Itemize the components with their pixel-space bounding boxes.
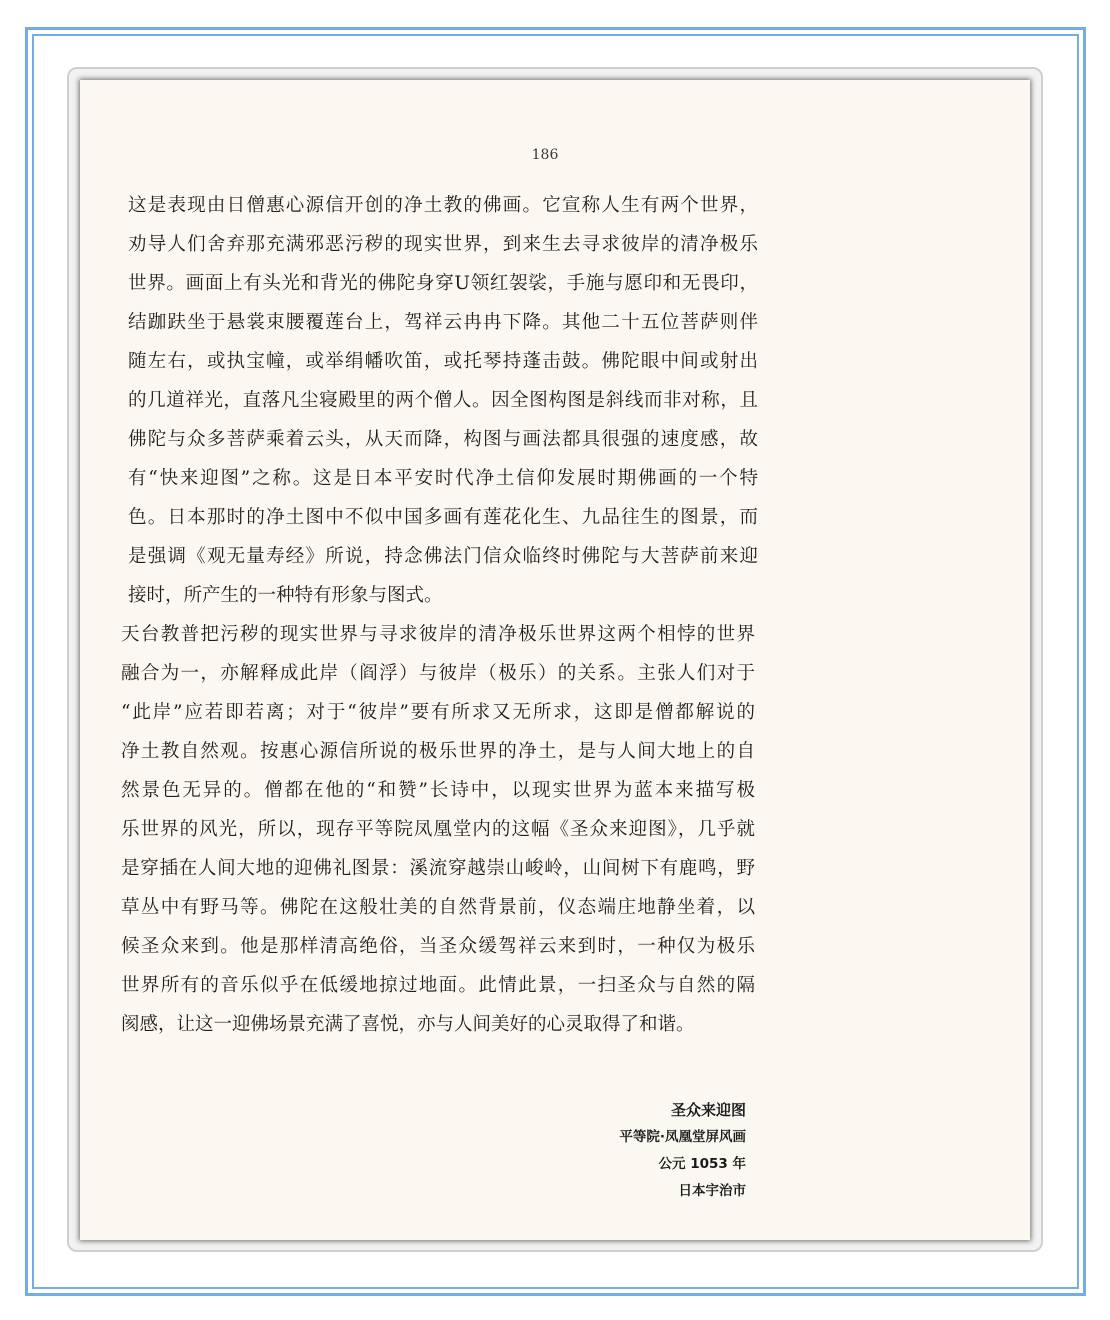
text-line: 是穿插在人间大地的迎佛礼图景：溪流穿越崇山峻岭，山间树下有鹿鸣，野 [121, 858, 755, 879]
text-line: 天台教普把污秽的现实世界与寻求彼岸的清净极乐世界这两个相悖的世界 [121, 624, 755, 645]
text-line: 的几道祥光，直落凡尘寝殿里的两个僧人。因全图构图是斜线而非对称，且 [128, 390, 758, 411]
artwork-caption [619, 1097, 746, 1205]
text-line: 接时，所产生的一种特有形象与图式。 [128, 585, 443, 606]
caption-title: 圣众来迎图 [670, 1101, 746, 1119]
text-line: 然景色无异的。僧都在他的“和赞”长诗中，以现实世界为蓝本来描写极 [121, 780, 755, 801]
text-line: 阂感，让这一迎佛场景充满了喜悦，亦与人间美好的心灵取得了和谐。 [121, 1014, 695, 1035]
text-line: 融合为一，亦解释成此岸（阎浮）与彼岸（极乐）的关系。主张人们对于 [121, 663, 755, 684]
text-line: 劝导人们舍弃那充满邪恶污秽的现实世界，到来生去寻求彼岸的清净极乐 [128, 234, 758, 255]
text-line: 是强调《观无量寿经》所说，持念佛法门信众临终时佛陀与大菩萨前来迎 [128, 546, 758, 567]
text-line: 这是表现由日僧惠心源信开创的净土教的佛画。它宣称人生有两个世界， [128, 195, 758, 216]
text-line: 色。日本那时的净土图中不似中国多画有莲花化生、九品往生的图景，而 [128, 507, 758, 528]
paragraph-1 [128, 186, 758, 615]
page-number: 186 [531, 147, 559, 163]
text-line: “此岸”应若即若离；对于“彼岸”要有所求又无所求，这即是僧都解说的 [121, 702, 755, 723]
caption-source: 平等院·凤凰堂屏风画 [619, 1129, 746, 1145]
text-line: 随左右，或执宝幢，或举绢幡吹笛，或托琴持蓬击鼓。佛陀眼中间或射出 [128, 351, 758, 372]
caption-date: 公元 1053 年 [658, 1156, 746, 1172]
text-line: 世界。画面上有头光和背光的佛陀身穿U领红袈裟，手施与愿印和无畏印， [128, 273, 758, 294]
text-line: 结跏趺坐于悬裳束腰覆莲台上，驾祥云冉冉下降。其他二十五位菩萨则伴 [128, 312, 758, 333]
text-line: 草丛中有野马等。佛陀在这般壮美的自然背景前，仪态端庄地静坐着，以 [121, 897, 755, 918]
text-line: 有“快来迎图”之称。这是日本平安时代净土信仰发展时期佛画的一个特 [128, 468, 758, 489]
text-line: 乐世界的风光，所以，现存平等院凤凰堂内的这幅《圣众来迎图》，几乎就 [121, 819, 755, 840]
caption-location: 日本宇治市 [678, 1183, 746, 1199]
text-line: 佛陀与众多菩萨乘着云头，从天而降，构图与画法都具很强的速度感，故 [128, 429, 758, 450]
paragraph-2 [121, 615, 755, 1044]
text-line: 世界所有的音乐似乎在低缓地掠过地面。此情此景，一扫圣众与自然的隔 [121, 975, 755, 996]
text-line: 候圣众来到。他是那样清高绝俗，当圣众缓驾祥云来到时，一种仅为极乐 [121, 936, 755, 957]
book-page [80, 80, 1030, 1240]
text-line: 净土教自然观。按惠心源信所说的极乐世界的净土，是与人间大地上的自 [121, 741, 755, 762]
